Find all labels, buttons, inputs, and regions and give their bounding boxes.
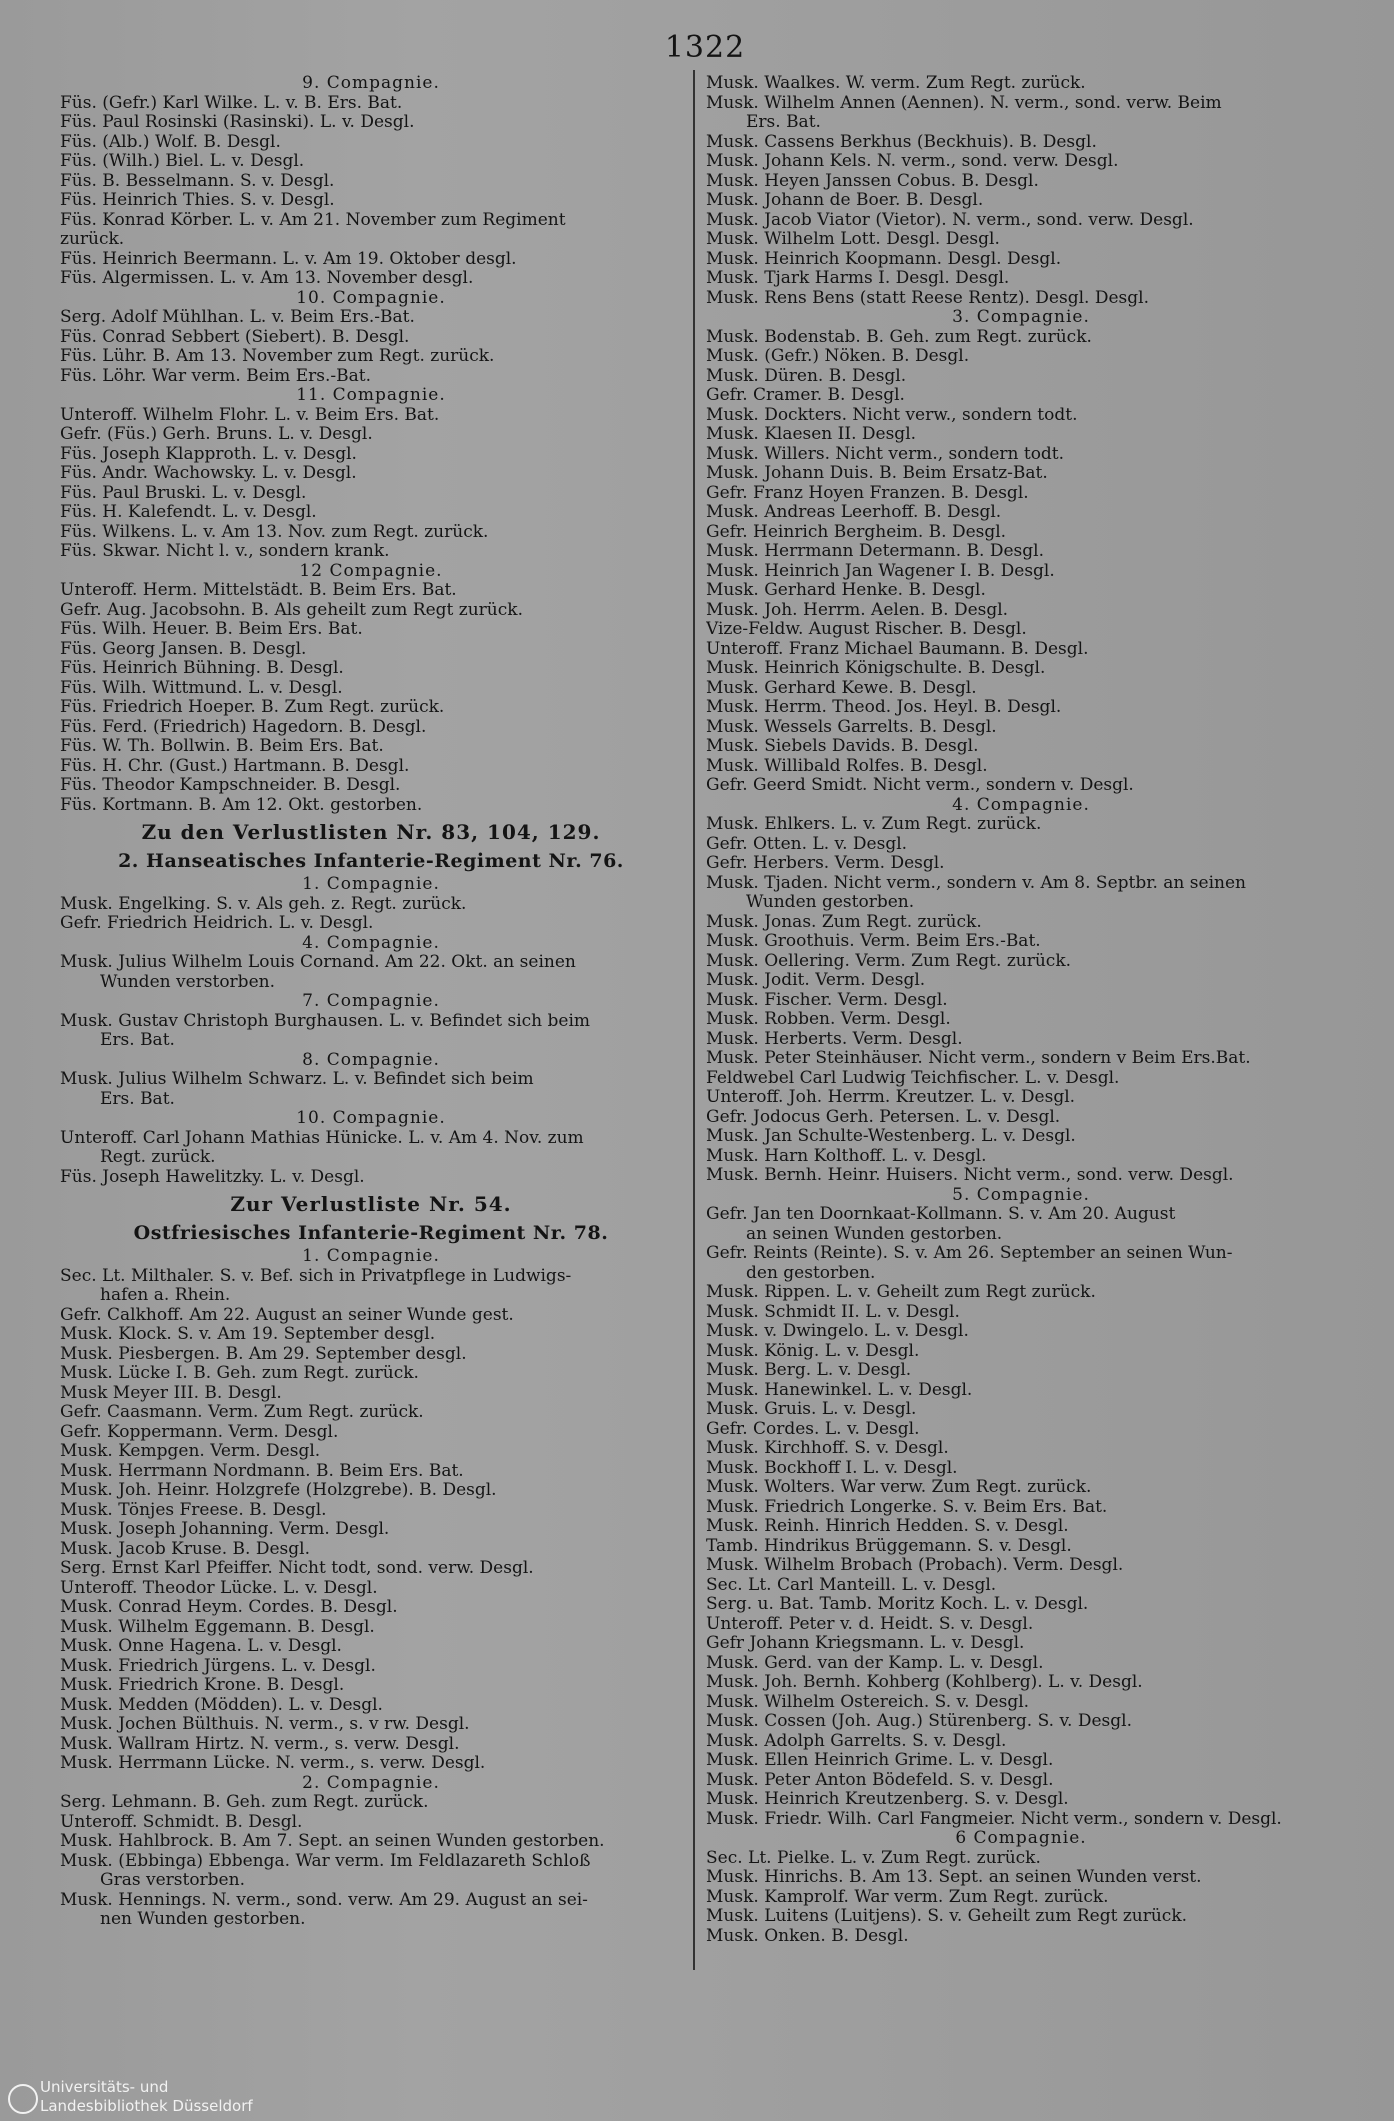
- entry-line: Musk. Reinh. Hinrich Hedden. S. v. Desgl.: [706, 1517, 1069, 1536]
- entry-line: Füs. Ferd. (Friedrich) Hagedorn. B. Desgl.: [60, 717, 427, 737]
- entry-line: Musk. Andreas Leerhoff. B. Desgl.: [706, 503, 1002, 522]
- entry-line: Füs. Löhr. War verm. Beim Ers.-Bat.: [60, 366, 371, 386]
- entry-line: Füs. H. Kalefendt. L. v. Desgl.: [60, 503, 317, 522]
- entry-line: Musk. Kamprolf. War verm. Zum Regt. zurück.: [706, 1887, 1109, 1907]
- entry-line: Musk. Klaesen II. Desgl.: [706, 425, 917, 444]
- entry-line: Gefr. Calkhoff. Am 22. August an seiner Wunde gest.: [60, 1305, 514, 1325]
- company-heading: 4. Compagnie.: [302, 932, 440, 953]
- entry-line: Musk. Ehlkers. L. v. Zum Regt. zurück.: [706, 815, 1042, 834]
- entry-line: Füs. Paul Rosinski (Rasinski). L. v. Desgl.: [60, 113, 415, 132]
- entry-line: Musk. Herrm. Theod. Jos. Heyl. B. Desgl.: [706, 698, 1062, 717]
- entry-line: Musk. Julius Wilhelm Louis Cornand. Am 22. Okt. an seinen: [60, 953, 576, 972]
- entry-line: Musk. Johann Duis. B. Beim Ersatz-Bat.: [706, 464, 1048, 483]
- entry-line: Musk. Oellering. Verm. Zum Regt. zurück.: [706, 951, 1072, 971]
- entry-line: Gefr. Heinrich Bergheim. B. Desgl.: [706, 522, 1007, 542]
- entry-line: Musk. Gruis. L. v. Desgl.: [706, 1400, 917, 1419]
- entry-line: Unteroff. Wilhelm Flohr. L. v. Beim Ers. Bat.: [60, 405, 440, 425]
- company-heading: 10. Compagnie.: [296, 1108, 446, 1128]
- entry-line: Musk. Johann Kels. N. verm., sond. verw. Desgl.: [706, 152, 1119, 171]
- regiment-heading: Ostfriesisches Infanterie-Regiment Nr. 78.: [133, 1222, 609, 1244]
- entry-line: Musk. Medden (Mödden). L. v. Desgl.: [60, 1695, 383, 1715]
- section-heading: Zu den Verlustlisten Nr. 83, 104, 129.: [141, 820, 601, 844]
- entry-line: Musk. Harn Kolthoff. L. v. Desgl.: [706, 1146, 987, 1166]
- company-heading: 10. Compagnie.: [296, 287, 446, 308]
- page-number: 1322: [664, 30, 746, 65]
- entry-continuation: Ers. Bat.: [100, 1031, 175, 1050]
- entry-line: Musk. Dockters. Nicht verw., sondern todt.: [706, 405, 1078, 425]
- entry-line: Unteroff. Theodor Lücke. L. v. Desgl.: [60, 1578, 378, 1598]
- entry-line: Vize-Feldw. August Rischer. B. Desgl.: [706, 620, 1027, 639]
- entry-line: Musk. Onken. B. Desgl.: [706, 1926, 909, 1946]
- entry-line: Sec. Lt. Pielke. L. v. Zum Regt. zurück.: [706, 1848, 1041, 1868]
- entry-line: Musk. Düren. B. Desgl.: [706, 366, 907, 386]
- entry-continuation: Regt. zurück.: [100, 1148, 216, 1167]
- entry-line: Musk. Jochen Bülthuis. N. verm., s. v rw. Desgl.: [60, 1715, 470, 1734]
- entry-line: Füs. Kortmann. B. Am 12. Okt. gestorben.: [60, 795, 423, 815]
- entry-line: Füs. Konrad Körber. L. v. Am 21. November zum Regiment: [60, 210, 566, 230]
- entry-line: Füs. Wilh. Heuer. B. Beim Ers. Bat.: [60, 620, 363, 639]
- entry-line: Musk. Jan Schulte-Westenberg. L. v. Desgl.: [706, 1127, 1076, 1146]
- entry-line: Musk. Kempgen. Verm. Desgl.: [60, 1442, 321, 1461]
- entry-line: Füs. Heinrich Beermann. L. v. Am 19. Oktober desgl.: [60, 249, 517, 269]
- entry-line: Musk. Wilhelm Annen (Aennen). N. verm., sond. verw. Beim: [706, 93, 1222, 113]
- entry-line: Musk. Lücke I. B. Geh. zum Regt. zurück.: [60, 1364, 419, 1383]
- entry-line: Musk. Gustav Christoph Burghausen. L. v. Befindet sich beim: [60, 1011, 591, 1031]
- entry-line: Füs. B. Besselmann. S. v. Desgl.: [60, 171, 335, 191]
- entry-continuation: den gestorben.: [746, 1263, 876, 1283]
- entry-line: Musk. Jacob Kruse. B. Desgl.: [60, 1539, 310, 1559]
- entry-continuation: Wunden verstorben.: [100, 972, 275, 992]
- entry-line: Musk. Siebels Davids. B. Desgl.: [706, 737, 979, 756]
- entry-line: Musk. Engelking. S. v. Als geh. z. Regt. zurück.: [60, 894, 467, 914]
- entry-line: Musk. Friedrich Krone. B. Desgl.: [60, 1676, 345, 1695]
- entry-line: Musk. Kirchhoff. S. v. Desgl.: [706, 1439, 949, 1458]
- entry-line: Musk. Wallram Hirtz. N. verm., s. verw. Desgl.: [60, 1734, 460, 1754]
- company-heading: 5. Compagnie.: [952, 1184, 1090, 1205]
- entry-continuation: an seinen Wunden gestorben.: [746, 1224, 1003, 1244]
- entry-line: Füs. (Wilh.) Biel. L. v. Desgl.: [60, 152, 305, 171]
- entry-line: Musk. Jacob Viator (Vietor). N. verm., sond. verw. Desgl.: [706, 210, 1194, 230]
- footer-line-2: Landesbibliothek Düsseldorf: [40, 2097, 253, 2115]
- entry-line: Musk. Herrmann Nordmann. B. Beim Ers. Bat.: [60, 1461, 464, 1481]
- entry-line: Gefr. Herbers. Verm. Desgl.: [706, 854, 945, 873]
- entry-line: Füs. Theodor Kampschneider. B. Desgl.: [60, 776, 401, 795]
- entry-line: Gefr Johann Kriegsmann. L. v. Desgl.: [706, 1634, 1025, 1653]
- entry-line: Musk. v. Dwingelo. L. v. Desgl.: [706, 1322, 969, 1341]
- entry-line: Musk. Gerd. van der Kamp. L. v. Desgl.: [706, 1653, 1044, 1673]
- footer-line-1: Universitäts- und: [40, 2078, 169, 2096]
- company-heading: 7. Compagnie.: [302, 991, 440, 1011]
- company-heading: 11. Compagnie.: [296, 385, 446, 405]
- company-heading: 9. Compagnie.: [302, 74, 440, 93]
- entry-line: Musk. Klock. S. v. Am 19. September desgl.: [60, 1325, 436, 1344]
- entry-line: Musk. Tönjes Freese. B. Desgl.: [60, 1500, 327, 1520]
- entry-line: Musk. Peter Anton Bödefeld. S. v. Desgl.: [706, 1770, 1054, 1790]
- entry-line: Füs. Paul Bruski. L. v. Desgl.: [60, 483, 307, 503]
- entry-line: Musk. (Ebbinga) Ebbenga. War verm. Im Feldlazareth Schloß: [60, 1851, 591, 1871]
- entry-line: Füs. Lühr. B. Am 13. November zum Regt. zurück.: [60, 347, 495, 366]
- entry-line: Sec. Lt. Carl Manteill. L. v. Desgl.: [706, 1575, 997, 1595]
- entry-line: zurück.: [60, 230, 125, 249]
- entry-line: Füs. Joseph Klapproth. L. v. Desgl.: [60, 444, 357, 464]
- entry-line: Unteroff. Schmidt. B. Desgl.: [60, 1812, 303, 1832]
- entry-line: Musk. Wessels Garrelts. B. Desgl.: [706, 717, 997, 737]
- entry-line: Musk. Heyen Janssen Cobus. B. Desgl.: [706, 171, 1039, 191]
- entry-continuation: Ers. Bat.: [746, 113, 821, 132]
- entry-line: Musk. Jodit. Verm. Desgl.: [706, 971, 926, 990]
- company-heading: 12 Compagnie.: [299, 560, 443, 581]
- entry-line: Musk. Heinrich Jan Wagener I. B. Desgl.: [706, 561, 1055, 581]
- entry-line: Musk. Willibald Rolfes. B. Desgl.: [706, 756, 988, 776]
- entry-line: Musk. Bockhoff I. L. v. Desgl.: [706, 1458, 958, 1478]
- entry-line: Musk. Friedr. Wilh. Carl Fangmeier. Nicht verm., sondern v. Desgl.: [706, 1809, 1282, 1829]
- entry-line: Musk. Wilhelm Ostereich. S. v. Desgl.: [706, 1692, 1030, 1712]
- entry-line: Serg. Lehmann. B. Geh. zum Regt. zurück.: [60, 1793, 429, 1812]
- entry-line: Gefr. Aug. Jacobsohn. B. Als geheilt zum Regt zurück.: [60, 600, 523, 620]
- entry-line: Musk. Onne Hagena. L. v. Desgl.: [60, 1637, 342, 1656]
- entry-line: Gefr. Geerd Smidt. Nicht verm., sondern v. Desgl.: [706, 776, 1134, 795]
- entry-line: Unteroff. Peter v. d. Heidt. S. v. Desgl.: [706, 1614, 1034, 1634]
- company-heading: 4. Compagnie.: [952, 794, 1090, 815]
- entry-line: Musk. König. L. v. Desgl.: [706, 1341, 920, 1361]
- entry-line: Unteroff. Franz Michael Baumann. B. Desgl.: [706, 639, 1089, 659]
- entry-line: Serg. Adolf Mühlhan. L. v. Beim Ers.-Bat.: [60, 308, 415, 327]
- entry-line: Füs. Friedrich Hoeper. B. Zum Regt. zurück.: [60, 698, 445, 717]
- entry-line: Musk. Willers. Nicht verm., sondern todt.: [706, 444, 1065, 464]
- entry-line: Gefr. Koppermann. Verm. Desgl.: [60, 1422, 339, 1442]
- entry-line: Musk. Joh. Herrm. Aelen. B. Desgl.: [706, 600, 1009, 620]
- entry-line: Musk. Herberts. Verm. Desgl.: [706, 1029, 963, 1049]
- company-heading: 6 Compagnie.: [955, 1828, 1087, 1848]
- entry-line: Füs. Georg Jansen. B. Desgl.: [60, 639, 307, 659]
- entry-line: Füs. Skwar. Nicht l. v., sondern krank.: [60, 542, 390, 561]
- entry-line: Musk. Bodenstab. B. Geh. zum Regt. zurück.: [706, 327, 1092, 347]
- entry-line: Tamb. Hindrikus Brüggemann. S. v. Desgl.: [706, 1536, 1072, 1556]
- entry-line: Musk. Peter Steinhäuser. Nicht verm., sondern v Beim Ers.Bat.: [706, 1049, 1251, 1068]
- entry-line: Gefr. Reints (Reinte). S. v. Am 26. September an seinen Wun-: [706, 1244, 1233, 1263]
- entry-line: Sec. Lt. Milthaler. S. v. Bef. sich in Privatpflege in Ludwigs-: [60, 1266, 572, 1286]
- entry-line: Gefr. Jodocus Gerh. Petersen. L. v. Desgl.: [706, 1107, 1061, 1127]
- entry-line: Musk. Fischer. Verm. Desgl.: [706, 990, 948, 1010]
- entry-line: Musk. Friedrich Jürgens. L. v. Desgl.: [60, 1656, 376, 1676]
- entry-line: Serg. Ernst Karl Pfeiffer. Nicht todt, sond. verw. Desgl.: [60, 1559, 534, 1578]
- library-footer: [0, 2076, 340, 2121]
- entry-line: Füs. W. Th. Bollwin. B. Beim Ers. Bat.: [60, 737, 384, 756]
- entry-line: Musk. Wilhelm Eggemann. B. Desgl.: [60, 1617, 375, 1637]
- entry-line: Füs. (Alb.) Wolf. B. Desgl.: [60, 132, 281, 152]
- entry-continuation: Ers. Bat.: [100, 1089, 175, 1109]
- section-heading: Zur Verlustliste Nr. 54.: [230, 1192, 512, 1216]
- entry-line: Gefr. (Füs.) Gerh. Bruns. L. v. Desgl.: [60, 425, 373, 444]
- entry-continuation: Wunden gestorben.: [746, 893, 915, 912]
- entry-line: Musk. Herrmann Determann. B. Desgl.: [706, 542, 1044, 561]
- entry-continuation: Gras verstorben.: [100, 1871, 245, 1890]
- entry-line: Unteroff. Herm. Mittelstädt. B. Beim Ers. Bat.: [60, 581, 457, 600]
- regiment-heading: 2. Hanseatisches Infanterie-Regiment Nr. 76.: [118, 850, 624, 872]
- entry-line: Unteroff. Carl Johann Mathias Hünicke. L. v. Am 4. Nov. zum: [60, 1128, 584, 1148]
- entry-line: Musk. Joh. Heinr. Holzgrefe (Holzgrebe). B. Desgl.: [60, 1481, 497, 1500]
- entry-line: Musk. Adolph Garrelts. S. v. Desgl.: [706, 1731, 1007, 1751]
- left-column: [60, 74, 682, 1930]
- entry-line: Musk. Cassens Berkhus (Beckhuis). B. Desgl.: [706, 132, 1097, 152]
- entry-line: Gefr. Cramer. B. Desgl.: [706, 386, 905, 405]
- entry-line: Musk. Heinrich Königschulte. B. Desgl.: [706, 659, 1046, 678]
- entry-line: Füs. Heinrich Bühning. B. Desgl.: [60, 659, 344, 678]
- column-divider: [693, 70, 695, 1970]
- entry-line: Musk. Johann de Boer. B. Desgl.: [706, 191, 984, 210]
- entry-line: Füs. Heinrich Thies. S. v. Desgl.: [60, 191, 335, 210]
- entry-line: Musk. Joh. Bernh. Kohberg (Kohlberg). L. v. Desgl.: [706, 1673, 1143, 1692]
- entry-line: Gefr. Jan ten Doornkaat-Kollmann. S. v. Am 20. August: [706, 1205, 1176, 1224]
- company-heading: 3. Compagnie.: [952, 307, 1090, 327]
- entry-line: Füs. Conrad Sebbert (Siebert). B. Desgl.: [60, 327, 410, 347]
- right-column: [706, 74, 1336, 1946]
- entry-line: Musk. Hennings. N. verm., sond. verw. Am 29. August an sei-: [60, 1890, 588, 1910]
- entry-line: Füs. Joseph Hawelitzky. L. v. Desgl.: [60, 1167, 365, 1187]
- entry-line: Musk. Conrad Heym. Cordes. B. Desgl.: [60, 1598, 398, 1617]
- entry-line: Serg. u. Bat. Tamb. Moritz Koch. L. v. Desgl.: [706, 1595, 1089, 1614]
- entry-line: Musk. Hanewinkel. L. v. Desgl.: [706, 1380, 973, 1400]
- entry-line: Musk. Hahlbrock. B. Am 7. Sept. an seinen Wunden gestorben.: [60, 1832, 605, 1851]
- entry-line: Musk. Herrmann Lücke. N. verm., s. verw. Desgl.: [60, 1754, 486, 1773]
- entry-line: Musk. Rens Bens (statt Reese Rentz). Desgl. Desgl.: [706, 288, 1149, 308]
- entry-line: Musk. Gerhard Kewe. B. Desgl.: [706, 678, 977, 698]
- entry-line: Musk. Robben. Verm. Desgl.: [706, 1010, 951, 1029]
- entry-line: Musk. Berg. L. v. Desgl.: [706, 1361, 912, 1380]
- entry-continuation: hafen a. Rhein.: [100, 1286, 231, 1305]
- entry-line: Musk. Tjark Harms I. Desgl. Desgl.: [706, 269, 1010, 288]
- entry-line: Musk. Bernh. Heinr. Huisers. Nicht verm., sond. verw. Desgl.: [706, 1166, 1234, 1185]
- entry-line: Musk. Hinrichs. B. Am 13. Sept. an seinen Wunden verst.: [706, 1868, 1202, 1887]
- entry-line: Musk. Ellen Heinrich Grime. L. v. Desgl.: [706, 1751, 1054, 1770]
- entry-line: Füs. Wilkens. L. v. Am 13. Nov. zum Regt. zurück.: [60, 522, 489, 542]
- entry-line: Musk. (Gefr.) Nöken. B. Desgl.: [706, 347, 970, 366]
- entry-line: Füs. Algermissen. L. v. Am 13. November desgl.: [60, 269, 474, 288]
- entry-line: Unteroff. Joh. Herrm. Kreutzer. L. v. Desgl.: [706, 1088, 1076, 1107]
- entry-line: Musk. Wilhelm Brobach (Probach). Verm. Desgl.: [706, 1556, 1124, 1575]
- entry-line: Musk. Friedrich Longerke. S. v. Beim Ers. Bat.: [706, 1497, 1108, 1517]
- entry-line: Gefr. Cordes. L. v. Desgl.: [706, 1419, 920, 1439]
- entry-line: Musk. Wolters. War verw. Zum Regt. zurück.: [706, 1478, 1092, 1497]
- entry-line: Musk. Wilhelm Lott. Desgl. Desgl.: [706, 230, 1000, 249]
- entry-line: Musk. Schmidt II. L. v. Desgl.: [706, 1302, 960, 1322]
- entry-line: Musk. Cossen (Joh. Aug.) Stürenberg. S. v. Desgl.: [706, 1712, 1132, 1731]
- entry-line: Gefr. Caasmann. Verm. Zum Regt. zurück.: [60, 1403, 424, 1422]
- entry-line: Musk. Joseph Johanning. Verm. Desgl.: [60, 1520, 390, 1539]
- entry-line: Gefr. Friedrich Heidrich. L. v. Desgl.: [60, 914, 374, 933]
- company-heading: 1. Compagnie.: [302, 1246, 440, 1266]
- entry-line: Musk. Groothuis. Verm. Beim Ers.-Bat.: [706, 932, 1041, 951]
- entry-line: Gefr. Franz Hoyen Franzen. B. Desgl.: [706, 483, 1029, 503]
- entry-line: Musk Meyer III. B. Desgl.: [60, 1383, 282, 1403]
- entry-line: Musk. Heinrich Koopmann. Desgl. Desgl.: [706, 249, 1062, 269]
- company-heading: 2. Compagnie.: [302, 1772, 440, 1793]
- entry-line: Gefr. Otten. L. v. Desgl.: [706, 834, 908, 854]
- library-logo-icon: [8, 2084, 38, 2114]
- entry-line: Musk. Rippen. L. v. Geheilt zum Regt zurück.: [706, 1283, 1096, 1302]
- entry-line: Feldwebel Carl Ludwig Teichfischer. L. v. Desgl.: [706, 1068, 1120, 1088]
- entry-line: Füs. Andr. Wachowsky. L. v. Desgl.: [60, 464, 357, 483]
- entry-line: Füs. H. Chr. (Gust.) Hartmann. B. Desgl.: [60, 756, 410, 776]
- entry-line: Musk. Heinrich Kreutzenberg. S. v. Desgl.: [706, 1790, 1069, 1809]
- entry-line: Musk. Jonas. Zum Regt. zurück.: [706, 912, 982, 932]
- entry-line: Musk. Piesbergen. B. Am 29. September desgl.: [60, 1344, 467, 1364]
- company-heading: 1. Compagnie.: [302, 874, 440, 894]
- entry-continuation: nen Wunden gestorben.: [100, 1910, 306, 1929]
- entry-line: Musk. Waalkes. W. verm. Zum Regt. zurück.: [706, 74, 1086, 93]
- entry-line: Musk. Luitens (Luitjens). S. v. Geheilt zum Regt zurück.: [706, 1907, 1188, 1926]
- entry-line: Musk. Julius Wilhelm Schwarz. L. v. Befindet sich beim: [60, 1070, 534, 1089]
- entry-line: Musk. Gerhard Henke. B. Desgl.: [706, 581, 986, 600]
- entry-line: Füs. Wilh. Wittmund. L. v. Desgl.: [60, 678, 343, 698]
- entry-line: Musk. Tjaden. Nicht verm., sondern v. Am 8. Septbr. an seinen: [706, 873, 1246, 893]
- company-heading: 8. Compagnie.: [302, 1049, 440, 1070]
- entry-line: Füs. (Gefr.) Karl Wilke. L. v. B. Ers. Bat.: [60, 93, 403, 113]
